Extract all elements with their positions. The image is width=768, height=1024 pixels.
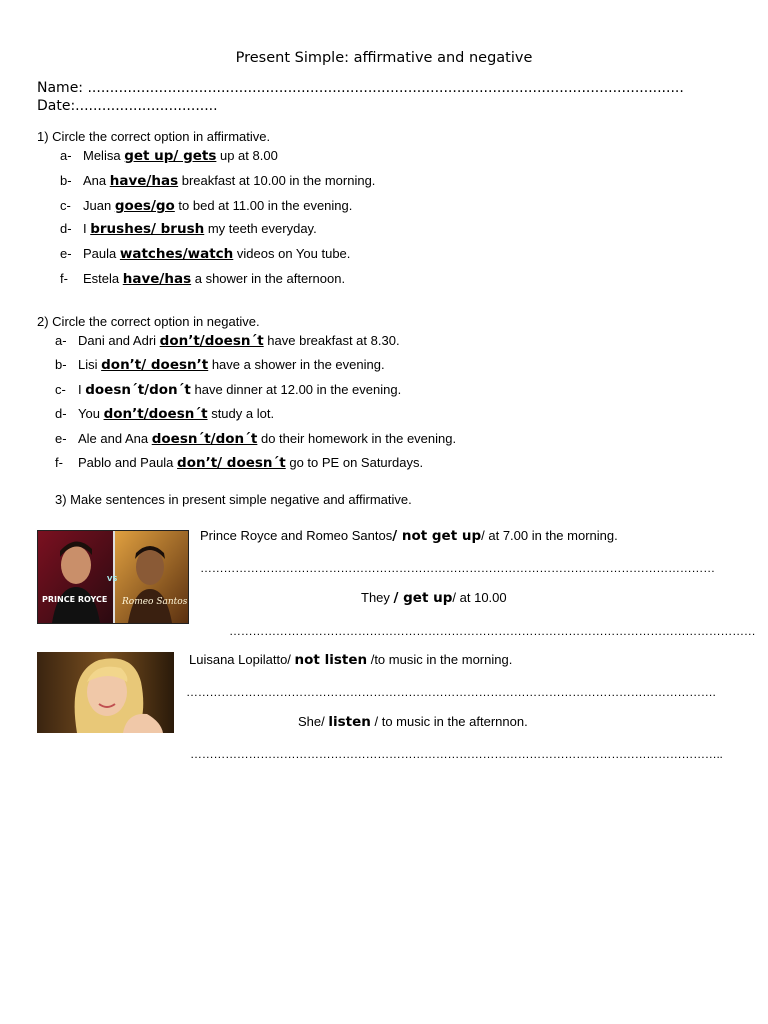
answer-line[interactable]: …………………………………………………………………………………………………………………… — [200, 561, 715, 575]
answer-option[interactable]: get up/ gets — [124, 148, 217, 164]
answer-option[interactable]: goes/go — [114, 198, 175, 214]
singers-photo — [37, 530, 189, 624]
answer-option[interactable]: doesn´t/don´t — [151, 431, 258, 447]
section1-item-e: e- Paula watches/watch videos on You tube. — [60, 246, 351, 262]
section1-item-f: f- Estela have/has a shower in the afternoon. — [60, 271, 346, 287]
section2-item-b: b- Lisi don’t/ doesn’t have a shower in the evening. — [55, 357, 385, 373]
date-field: Date:................................ — [37, 98, 218, 114]
woman-illustration — [37, 652, 174, 733]
answer-line[interactable]: ……………………………………………………………………………………………………………………… — [229, 624, 756, 638]
answer-option[interactable]: have/has — [122, 271, 192, 287]
answer-option[interactable]: don’t/ doesn’t — [101, 357, 209, 373]
section1-item-b: b- Ana have/has breakfast at 10.00 in the morning. — [60, 173, 376, 189]
section1-item-c: c- Juan goes/go to bed at 11.00 in the evening. — [60, 198, 353, 214]
woman-photo — [37, 652, 174, 733]
image-caption-left: PRINCE ROYCE — [42, 595, 108, 604]
block1-sentence1: Prince Royce and Romeo Santos/ not get up/ at 7.00 in the morning. — [200, 528, 618, 544]
image-caption-right: Romeo Santos — [122, 597, 188, 607]
answer-option[interactable]: brushes/ brush — [90, 221, 205, 237]
block2-sentence2: She/ listen / to music in the afternnon. — [298, 714, 528, 730]
answer-option[interactable]: don’t/ doesn´t — [177, 455, 286, 471]
answer-line[interactable]: ………………………………………………………………………………………………………………………. — [186, 685, 716, 699]
section2-heading: 2) Circle the correct option in negative. — [37, 314, 260, 329]
section1-item-a: a- Melisa get up/ gets up at 8.00 — [60, 148, 278, 164]
section1-heading: 1) Circle the correct option in affirmative. — [37, 129, 271, 144]
section2-item-c: c- I doesn´t/don´t have dinner at 12.00 in the evening. — [55, 382, 402, 398]
section2-item-d: d- You don’t/doesn´t study a lot. — [55, 406, 275, 422]
section2-item-a: a- Dani and Adri don’t/doesn´t have breakfast at 8.30. — [55, 333, 400, 349]
block1-sentence2: They / get up/ at 10.00 — [361, 590, 507, 606]
answer-option[interactable]: have/has — [109, 173, 179, 189]
answer-option[interactable]: watches/watch — [119, 246, 234, 262]
section2-item-f: f- Pablo and Paula don’t/ doesn´t go to PE on Saturdays. — [55, 455, 424, 471]
image-caption-vs: VS — [107, 575, 118, 583]
section3-heading: 3) Make sentences in present simple negative and affirmative. — [55, 492, 412, 507]
answer-option[interactable]: doesn´t/don´t — [85, 382, 191, 398]
answer-line[interactable]: ……………………………………………………………………………………………………………………….. — [190, 747, 723, 761]
answer-option[interactable]: don’t/doesn´t — [159, 333, 264, 349]
name-field: Name: ...................................................................................................................................... — [37, 80, 684, 96]
answer-option[interactable]: don’t/doesn´t — [103, 406, 208, 422]
section1-item-d: d- I brushes/ brush my teeth everyday. — [60, 221, 317, 237]
page-title: Present Simple: affirmative and negative — [235, 50, 533, 66]
block2-sentence1: Luisana Lopilatto/ not listen /to music in the morning. — [189, 652, 513, 668]
section2-item-e: e- Ale and Ana doesn´t/don´t do their homework in the evening. — [55, 431, 457, 447]
